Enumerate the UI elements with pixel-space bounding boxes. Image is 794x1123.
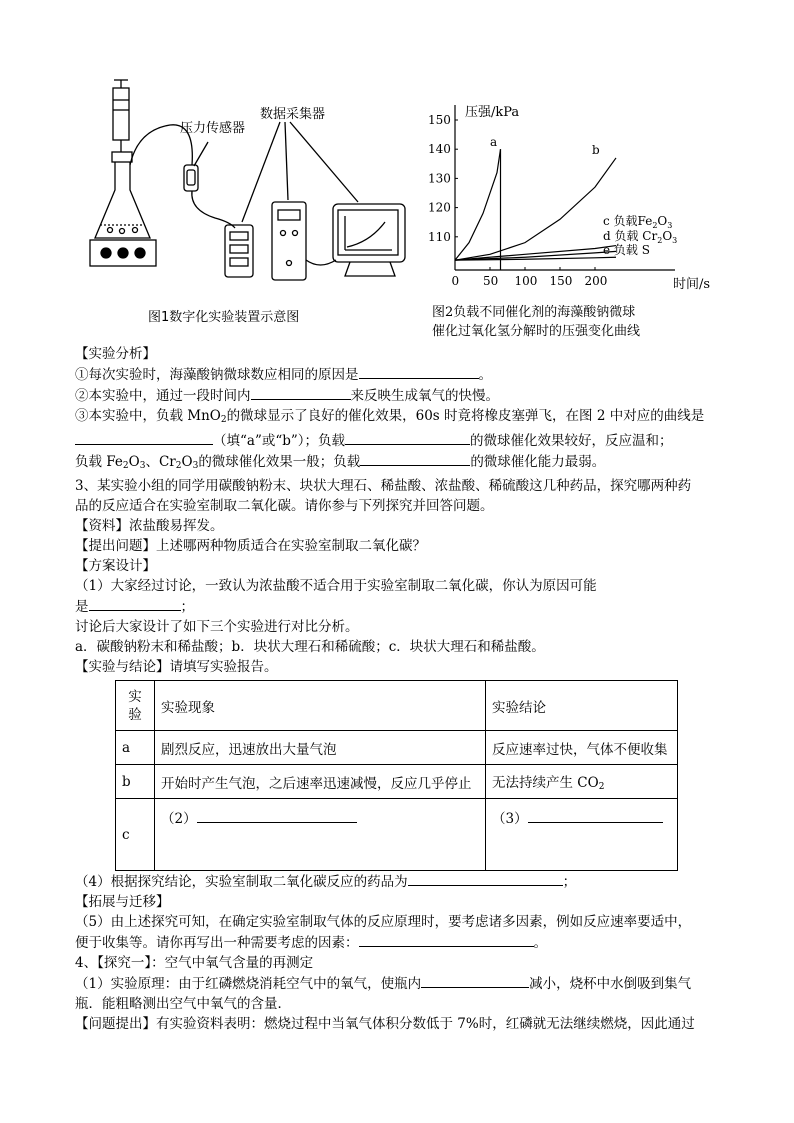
table-row xyxy=(116,681,678,731)
pressure-chart xyxy=(425,70,725,345)
question-2: ②本实验中，通过一段时间内 来反映生成氧气的快慢。 xyxy=(75,385,720,406)
question-design-1: （1）大家经过讨论，一致认为浓盐酸不适合用于实验室制取二氧化碳，你认为原因可能 xyxy=(75,578,597,594)
series-c-label: c 负载$Fe_2O_3$ xyxy=(603,214,673,230)
row-id: b xyxy=(116,765,155,799)
row-phenomenon: 剧烈反应，迅速放出大量气泡 xyxy=(155,731,486,765)
answer-blank[interactable] xyxy=(359,364,479,379)
analysis-section xyxy=(75,344,720,677)
pressure-sensor-label: 压力传感器 xyxy=(180,121,246,136)
row-id: c xyxy=(116,799,155,871)
row-phenomenon: 开始时产生气泡，之后速率迅速减慢，反应几乎停止 xyxy=(155,765,486,799)
x-tick-label: 200 xyxy=(584,274,608,288)
experiment-list: a．碳酸钠粉末和稀盐酸；b．块状大理石和稀硫酸；c．块状大理石和稀盐酸。 xyxy=(75,639,545,655)
problem-3-intro: 3、某实验小组的同学用碳酸钠粉末、块状大理石、稀盐酸、浓盐酸、稀硫酸这几种药品，探究哪两种药 xyxy=(75,478,692,494)
x-tick-label: 0 xyxy=(451,274,460,288)
answer-blank[interactable] xyxy=(89,596,181,611)
conclusion-section xyxy=(75,871,720,1034)
info-line: 【资料】浓盐酸易挥发。 xyxy=(75,518,224,534)
answer-blank[interactable] xyxy=(421,973,529,988)
row-id: a xyxy=(116,731,155,765)
question-3: ③本实验中，负载 MnO$_2$的微球显示了良好的催化效果，60s 时竟将橡皮塞弹飞，在图 2 中对应的曲线是 xyxy=(75,408,705,425)
y-tick-label: 140 xyxy=(428,142,451,157)
question-4: （4）根据探究结论，实验室制取二氧化碳反应的药品为 ； xyxy=(75,871,720,892)
y-tick-label: 110 xyxy=(428,229,451,244)
answer-blank[interactable] xyxy=(197,808,357,823)
series-a-label: a xyxy=(490,135,498,149)
heading-report: 【实验与结论】请填写实验报告。 xyxy=(75,659,278,675)
y-tick-label: 120 xyxy=(428,200,451,215)
heading-analysis: 【实验分析】 xyxy=(75,346,156,362)
series-line-a xyxy=(455,149,501,260)
problem-3-intro-2: 品的反应适合在实验室制取二氧化碳。请你参与下列探究并回答问题。 xyxy=(75,498,494,514)
x-axis-label: 时间/s xyxy=(673,277,711,292)
fig2-caption-line2: 催化过氧化氢分解时的压强变化曲线 xyxy=(432,324,641,339)
answer-blank[interactable] xyxy=(360,451,470,466)
principle-line-cont: 瓶．能粗略测出空气中氧气的含量． xyxy=(75,996,291,1012)
series-d-label: d 负载 $Cr_2O_3$ xyxy=(603,229,678,245)
heading-design: 【方案设计】 xyxy=(75,558,156,574)
y-axis-label: 压强/kPa xyxy=(465,105,520,120)
y-tick-label: 130 xyxy=(428,171,451,186)
figure-area xyxy=(80,70,710,345)
series-e-label: e 负载 S xyxy=(603,243,650,257)
problem-raised: 【问题提出】有实验资料表明：燃烧过程中当氧气体积分数低于 7%时，红磷就无法继续燃烧，因此通过 xyxy=(75,1016,695,1032)
fig1-caption: 图1数字化实验装置示意图 xyxy=(148,310,300,325)
row-conclusion-blank: （3） xyxy=(486,799,678,871)
answer-blank[interactable] xyxy=(345,430,470,445)
answer-blank[interactable] xyxy=(408,871,563,886)
x-tick-label: 50 xyxy=(483,274,499,288)
principle-line: （1）实验原理：由于红磷燃烧消耗空气中的氧气，使瓶内 减小，烧杯中水倒吸到集气 xyxy=(75,973,720,994)
series-b-label: b xyxy=(592,143,600,157)
design-note: 讨论后大家设计了如下三个实验进行对比分析。 xyxy=(75,619,359,635)
question-design-1-cont: 是 ； xyxy=(75,596,720,617)
series-line-b xyxy=(455,158,616,260)
row-phenomenon-blank: （2） xyxy=(155,799,486,871)
table-row xyxy=(116,765,678,799)
row-conclusion: 反应速率过快，气体不便收集 xyxy=(486,731,678,765)
question-5: （5）由上述探究可知，在确定实验室制取气体的反应原理时，要考虑诸多因素，例如反应速率要适中， xyxy=(75,914,692,930)
question-1: ①每次实验时，海藻酸钠微球数应相同的原因是 。 xyxy=(75,364,720,385)
y-tick-label: 150 xyxy=(428,113,451,127)
question-3-cont2: 负载 $Fe_2O_3$、$Cr_2O_3$的微球催化效果一般；负载 的微球催化能力最弱。 xyxy=(75,451,720,476)
answer-blank[interactable] xyxy=(75,430,213,445)
apparatus-diagram xyxy=(80,70,420,345)
heading-extension: 【拓展与迁移】 xyxy=(75,894,170,910)
table-row xyxy=(116,799,678,871)
x-tick-label: 100 xyxy=(514,274,538,288)
data-collector-label: 数据采集器 xyxy=(260,107,326,122)
question-3-cont: （填“a”或“b”）；负载 的微球催化效果较好，反应温和； xyxy=(75,430,720,451)
question-5-cont: 便于收集等。请你再写出一种需要考虑的因素： 。 xyxy=(75,932,720,953)
answer-blank[interactable] xyxy=(528,808,663,823)
row-conclusion: 无法持续产生 $CO_2$ xyxy=(486,765,678,799)
fig2-caption-line1: 图2负载不同催化剂的海藻酸钠微球 xyxy=(432,305,636,320)
x-tick-label: 150 xyxy=(549,274,573,288)
table-row xyxy=(116,731,678,765)
answer-blank[interactable] xyxy=(359,932,534,947)
problem-4-title: 4、【探究一】：空气中氧气含量的再测定 xyxy=(75,955,314,971)
experiment-report-table xyxy=(115,680,678,871)
header-conclusion: 实验结论 xyxy=(486,681,678,731)
answer-blank[interactable] xyxy=(251,385,351,400)
header-phenomenon: 实验现象 xyxy=(155,681,486,731)
header-experiment: 实 验 xyxy=(116,681,155,731)
question-raised: 【提出问题】上述哪两种物质适合在实验室制取二氧化碳？ xyxy=(75,538,426,554)
